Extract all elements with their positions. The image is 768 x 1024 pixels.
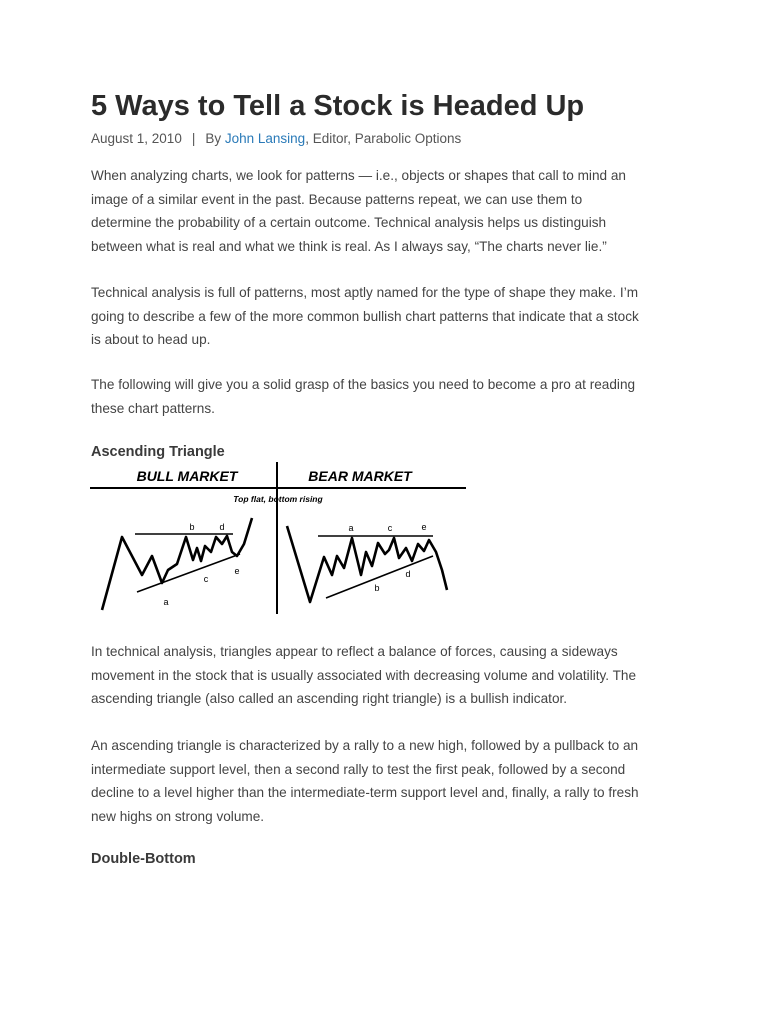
heading-ascending-triangle: Ascending Triangle (91, 444, 225, 460)
paragraph-line: image of a similar event in the past. Because patterns repeat, we can use them to (91, 191, 583, 207)
paragraph-line: An ascending triangle is characterized by a rally to a new high, followed by a pullback to an (91, 738, 639, 753)
pattern-diagram (90, 460, 468, 616)
paragraph-line: these chart patterns. (91, 400, 215, 416)
byline (91, 131, 461, 146)
paragraph-line: decline to a level higher than the intermediate-term support level and, finally, a rally to fresh (91, 785, 639, 801)
byline-by: By (205, 131, 222, 146)
paragraph-line: intermediate support level, then a second rally to test the first peak, followed by a second (91, 761, 626, 777)
paragraph-line: going to describe a few of the more common bullish chart patterns that indicate that a stock (91, 308, 639, 324)
bear-point-d: d (405, 569, 411, 579)
publish-date: August 1, 2010 (91, 131, 182, 146)
paragraph-line: movement in the stock that is usually associated with decreasing volume and volatility. The (91, 667, 637, 683)
paragraph-patterns (91, 281, 691, 352)
paragraph-line: between what is real and what we think is real. As I always say, “The charts never lie.” (91, 238, 607, 254)
author-role: , Editor, Parabolic Options (305, 131, 462, 146)
ascending-triangle-figure (90, 460, 468, 616)
bull-point-b: b (189, 522, 195, 532)
paragraph-basics (91, 373, 691, 420)
paragraph-intro (91, 164, 691, 258)
author-link[interactable]: John Lansing (224, 131, 306, 146)
paragraph-line: Technical analysis is full of patterns, most aptly named for the type of shape they make. I’m (91, 285, 639, 300)
bull-price-line (102, 518, 252, 610)
bull-point-a: a (163, 597, 169, 607)
bear-point-c: c (387, 523, 393, 533)
bear-price-line (287, 526, 447, 602)
bull-point-d: d (219, 522, 225, 532)
paragraph-line: The following will give you a solid grasp of the basics you need to become a pro at reading (91, 377, 636, 392)
paragraph-line: When analyzing charts, we look for patterns — i.e., objects or shapes that call to mind an (91, 168, 626, 183)
bear-point-e: e (421, 522, 427, 532)
article-title: 5 Ways to Tell a Stock is Headed Up (91, 90, 585, 122)
figure-caption: Top flat, bottom rising (233, 494, 323, 504)
paragraph-line: new highs on strong volume. (91, 808, 265, 824)
heading-double-bottom: Double-Bottom (91, 851, 196, 867)
paragraph-line: determine the probability of a certain outcome. Technical analysis helps us distinguish (91, 215, 607, 231)
paragraph-triangles (91, 640, 691, 711)
bear-point-a: a (348, 523, 354, 533)
bull-point-c: c (203, 574, 209, 584)
paragraph-ascending-description (91, 734, 691, 828)
bull-point-e: e (234, 566, 240, 576)
paragraph-line: ascending triangle (also called an ascending right triangle) is a bullish indicator. (91, 691, 568, 707)
paragraph-line: is about to head up. (91, 332, 211, 348)
byline-separator: | (191, 131, 196, 146)
bear-market-label: BEAR MARKET (308, 468, 412, 484)
bull-market-label: BULL MARKET (136, 468, 238, 484)
bear-point-b: b (374, 583, 380, 593)
paragraph-line: In technical analysis, triangles appear to reflect a balance of forces, causing a sideways (91, 644, 618, 659)
